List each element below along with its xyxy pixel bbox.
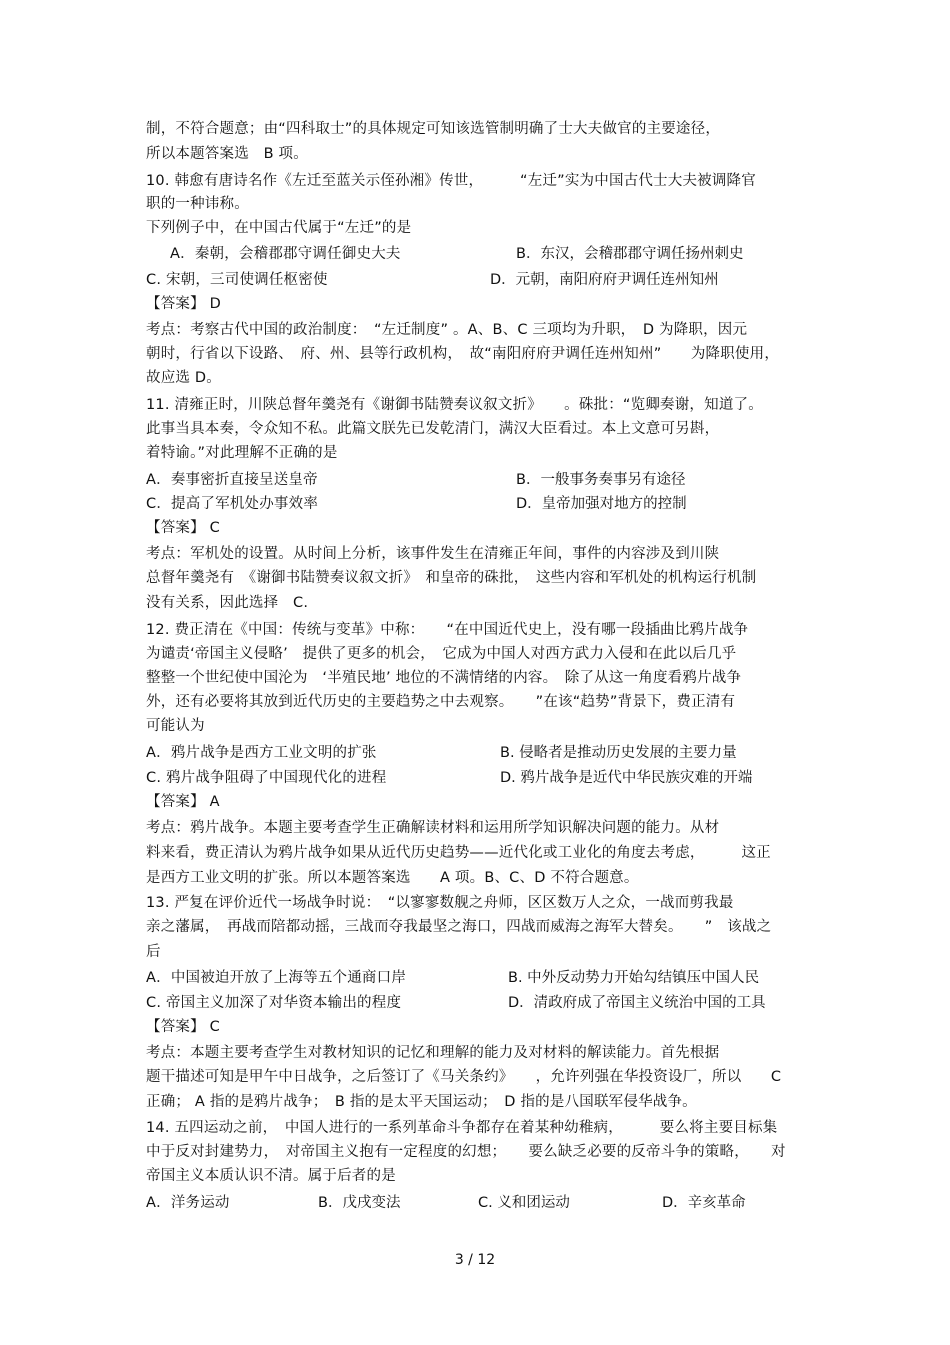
option-b: B. 侵略者是推动历史发展的主要力量	[500, 745, 737, 761]
option-d: D．元朝，南阳府府尹调任连州知州	[490, 272, 719, 288]
option-b: B. 中外反动势力开始勾结镇压中国人民	[508, 970, 760, 986]
option-b: B．一般事务奏事另有途径	[516, 472, 686, 488]
option-a: A．洋务运动	[146, 1195, 230, 1211]
text-line: 料来看，费正清认为鸦片战争如果从近代历史趋势——近代化或工业化的角度去考虑， 这正	[146, 845, 771, 861]
text-line: 帝国主义本质认识不清。属于后者的是	[146, 1168, 396, 1184]
question-11: 11. 清雍正时，川陕总督年羹尧有《谢御书陆赞奏议叙文折》 。硃批：“览卿奏谢，知道了。	[146, 397, 763, 413]
question-12: 12. 费正清在《中国：传统与变革》中称： “在中国近代史上，没有哪一段插曲比鸦片战争	[146, 622, 749, 638]
text-line: 所以本题答案选 B 项。	[146, 146, 308, 162]
option-c: C．提高了军机处办事效率	[146, 496, 319, 512]
text-line: 考点：考察古代中国的政治制度： “左迁制度” 。A、B、C 三项均为升职， D 为降职，因元	[146, 322, 748, 338]
text-line: 职的一种讳称。	[146, 196, 249, 212]
option-b: B．东汉，会稽郡郡守调任扬州刺史	[516, 246, 744, 262]
page-number: 3 / 12	[454, 1252, 496, 1268]
text-line: 后	[146, 944, 161, 960]
option-a: A．中国被迫开放了上海等五个通商口岸	[146, 970, 407, 986]
option-b: B．戊戌变法	[318, 1195, 401, 1211]
question-10: 10. 韩愈有唐诗名作《左迁至蓝关示侄孙湘》传世， “左迁”实为中国古代士大夫被调降官	[146, 173, 756, 189]
text-line: 着特谕。”对此理解不正确的是	[146, 445, 338, 461]
answer-label: 【答案】 C	[146, 1019, 220, 1035]
text-line: 是西方工业文明的扩张。所以本题答案选 A 项。B、C、D 不符合题意。	[146, 870, 639, 886]
option-a: A．鸦片战争是西方工业文明的扩张	[146, 745, 377, 761]
text-line: 考点：军机处的设置。从时间上分析，该事件发生在清雍正年间，事件的内容涉及到川陕	[146, 546, 720, 562]
option-d: D．清政府成了帝国主义统治中国的工具	[508, 995, 766, 1011]
text-line: 外，还有必要将其放到近代历史的主要趋势之中去观察。 ”在该“趋势”背景下，费正清有	[146, 694, 736, 710]
text-line: 题干描述可知是甲午中日战争，之后签订了《马关条约》 ，允许列强在华投资设厂，所以 C	[146, 1069, 782, 1085]
text-line: 正确； A 指的是鸦片战争； B 指的是太平天国运动； D 指的是八国联军侵华战争。	[146, 1094, 697, 1110]
option-c: C. 义和团运动	[478, 1195, 570, 1211]
option-c: C. 帝国主义加深了对华资本输出的程度	[146, 995, 402, 1011]
text-line: 此事当具本奏，令众知不私。此篇文朕先已发乾清门，满汉大臣看过。本上文意可另斟，	[146, 421, 720, 437]
text-line: 总督年羹尧有 《谢御书陆赞奏议叙文折》 和皇帝的硃批， 这些内容和军机处的机构运行机制	[146, 570, 757, 586]
answer-label: 【答案】 A	[146, 794, 220, 810]
question-13: 13. 严复在评价近代一场战争时说： “以寥寥数舰之舟师，区区数万人之众，一战而剪我最	[146, 895, 734, 911]
text-line: 可能认为	[146, 718, 205, 734]
option-a: A．秦朝，会稽郡郡守调任御史大夫	[170, 246, 401, 262]
text-line: 亲之藩属， 再战而陪都动摇，三战而夺我最坚之海口，四战而威海之海军大替矣。 ” 该战之	[146, 919, 772, 935]
answer-label: 【答案】 C	[146, 520, 220, 536]
option-d: D．辛亥革命	[662, 1195, 746, 1211]
option-a: A．奏事密折直接呈送皇帝	[146, 472, 318, 488]
option-d: D．皇帝加强对地方的控制	[516, 496, 687, 512]
text-line: 下列例子中，在中国古代属于“左迁”的是	[146, 220, 412, 236]
text-line: 制，不符合题意；由“四科取士”的具体规定可知该选管制明确了士大夫做官的主要途径，	[146, 121, 721, 137]
text-line: 考点：鸦片战争。本题主要考查学生正确解读材料和运用所学知识解决问题的能力。从材	[146, 820, 720, 836]
text-line: 朝时，行省以下设路、 府、州、县等行政机构， 故“南阳府府尹调任连州知州” 为降职使用，	[146, 346, 780, 362]
option-c: C. 宋朝，三司使调任枢密使	[146, 272, 328, 288]
option-d: D. 鸦片战争是近代中华民族灾难的开端	[500, 770, 753, 786]
question-14: 14. 五四运动之前， 中国人进行的一系列革命斗争都存在着某种幼稚病， 要么将主要目标集	[146, 1120, 778, 1136]
text-line: 中于反对封建势力， 对帝国主义抱有一定程度的幻想； 要么缺乏必要的反帝斗争的策略， 对	[146, 1144, 786, 1160]
text-line: 为谴责‘帝国主义侵略’ 提供了更多的机会， 它成为中国人对西方武力入侵和在此以后几乎	[146, 646, 737, 662]
text-line: 故应选 D。	[146, 370, 221, 386]
text-line: 考点：本题主要考查学生对教材知识的记忆和理解的能力及对材料的解读能力。首先根据	[146, 1045, 720, 1061]
option-c: C. 鸦片战争阻碍了中国现代化的进程	[146, 770, 387, 786]
answer-label: 【答案】 D	[146, 296, 221, 312]
text-line: 整整一个世纪使中国沦为 ‘半殖民地’ 地位的不满情绪的内容。 除了从这一角度看鸦片战争	[146, 670, 742, 686]
text-line: 没有关系，因此选择 C.	[146, 595, 309, 611]
